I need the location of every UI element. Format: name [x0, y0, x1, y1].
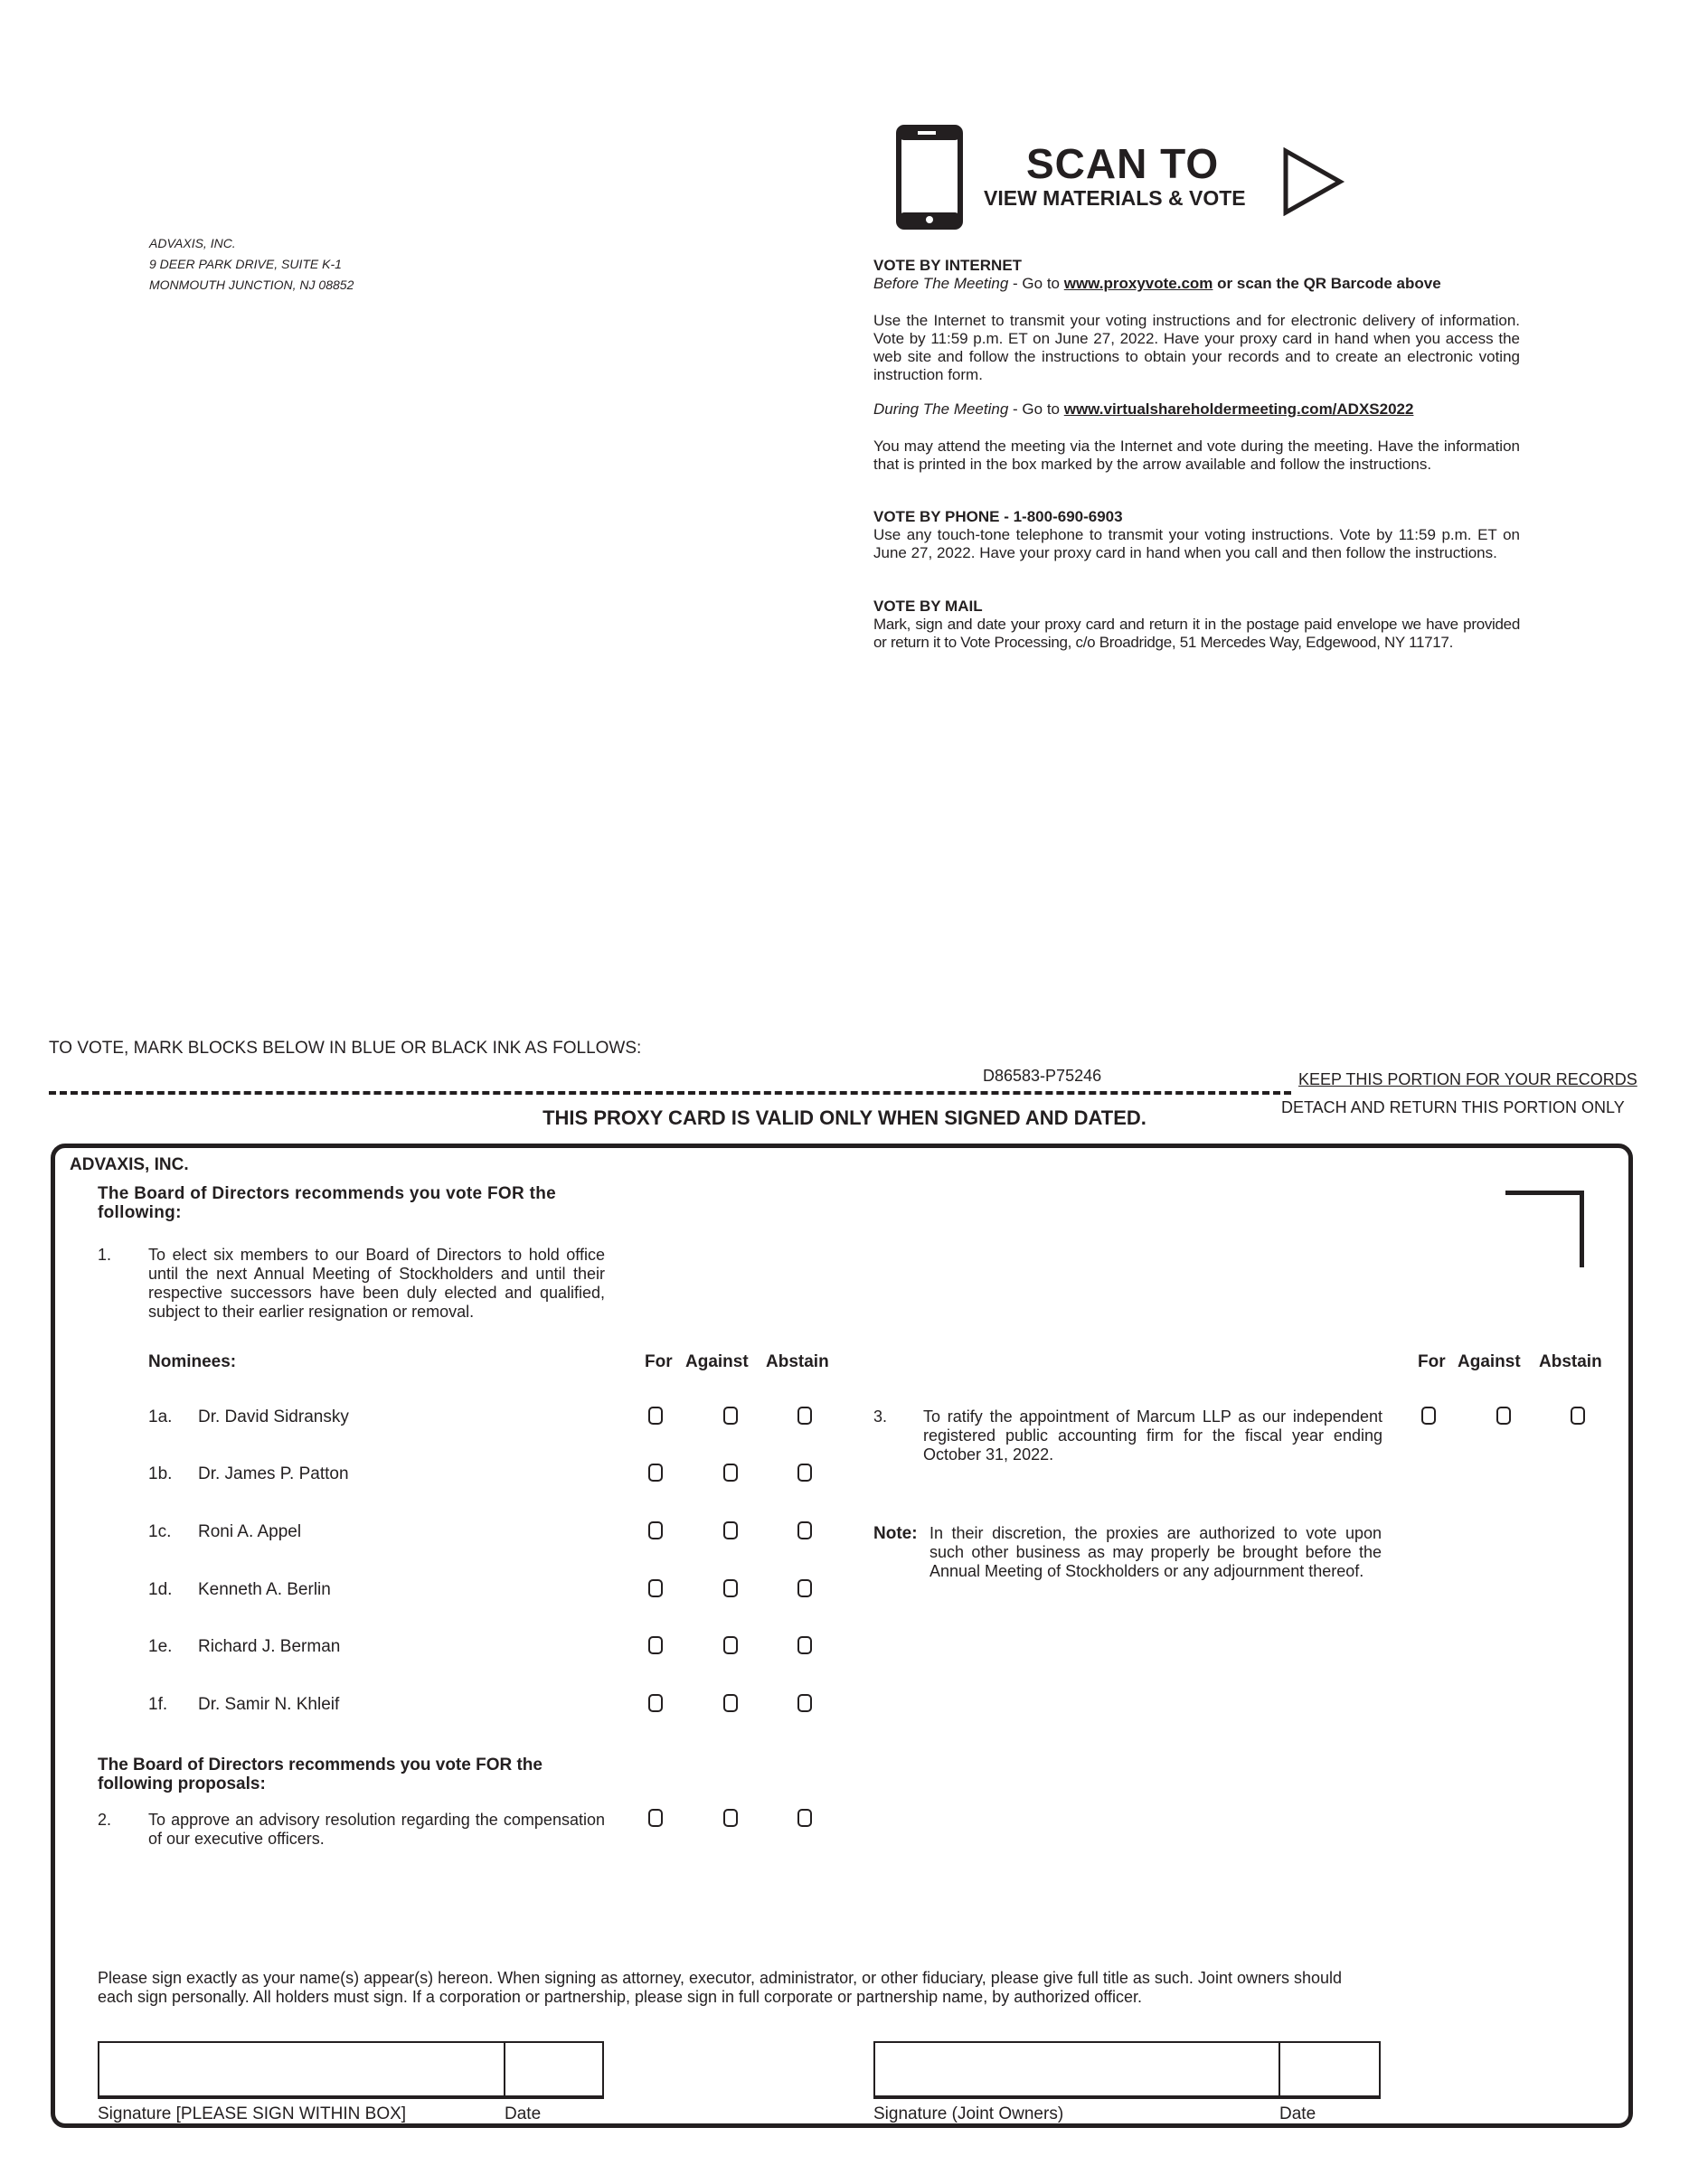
nominee-num: 1c. — [148, 1522, 172, 1541]
vote-by-internet — [873, 257, 1520, 293]
date-label: Date — [505, 2104, 542, 2123]
nominee-1d-against-checkbox[interactable] — [723, 1579, 738, 1597]
nominee-1c-against-checkbox[interactable] — [723, 1521, 738, 1539]
scan-title: SCAN TO — [1026, 140, 1220, 187]
mailing-address-line1: 9 DEER PARK DRIVE, SUITE K-1 — [149, 257, 342, 271]
nominee-1d-abstain-checkbox[interactable] — [797, 1579, 812, 1597]
card-company: ADVAXIS, INC. — [70, 1155, 189, 1174]
mailing-address-line2: MONMOUTH JUNCTION, NJ 08852 — [149, 278, 354, 292]
proposal-3-text: To ratify the appointment of Marcum LLP as our independent registered public accounting firm for the fiscal year ending October 31, 2022. — [923, 1407, 1382, 1464]
note-label-text: Note — [873, 1524, 912, 1543]
internet-before-text: Use the Internet to transmit your voting instructions and for electronic delivery of information. Vote by 11:59 p.m. ET on June 27, 2022. Have your proxy card in hand when you access the web site and follow the instructions to obtain your records and to create an electronic voting instruction form. — [873, 312, 1520, 383]
phone-text: Use any touch-tone telephone to transmit your voting instructions. Vote by 11:59 p.m. ET on June 27, 2022. Have your proxy card in hand when you call and then follow the instructions. — [873, 526, 1520, 561]
nominee-name: Dr. James P. Patton — [198, 1464, 349, 1483]
proposal-3-against-checkbox[interactable] — [1496, 1407, 1511, 1425]
nominee-1c-abstain-checkbox[interactable] — [797, 1521, 812, 1539]
nominee-num: 1d. — [148, 1580, 173, 1599]
mailing-company: ADVAXIS, INC. — [149, 236, 236, 250]
proposal-1-text: To elect six members to our Board of Directors to hold office until the next Annual Meeting of Stockholders and until their respective successors have been duly elected and qualified, subject to their earlier resignation or removal. — [148, 1246, 605, 1321]
nominee-num: 1b. — [148, 1464, 173, 1483]
nominee-name: Dr. Samir N. Khleif — [198, 1695, 340, 1714]
nominee-1c-for-checkbox[interactable] — [648, 1521, 663, 1539]
detach-portion-label: DETACH AND RETURN THIS PORTION ONLY — [1281, 1098, 1625, 1116]
nominee-1e-abstain-checkbox[interactable] — [797, 1636, 812, 1654]
during-go-to: - Go to — [1008, 400, 1064, 418]
nominee-num: 1a. — [148, 1407, 173, 1426]
during-meeting-label: During The Meeting — [873, 400, 1009, 418]
board-recommendation-1: The Board of Directors recommends you vote FOR the following: — [98, 1184, 556, 1222]
signature-date-divider — [504, 2041, 505, 2099]
proxyvote-link[interactable]: www.proxyvote.com — [1063, 275, 1213, 292]
smartphone-icon — [895, 124, 964, 231]
board-recommendation-2: The Board of Directors recommends you vote FOR the following proposals: — [98, 1756, 543, 1793]
proposal-3-for-checkbox[interactable] — [1421, 1407, 1436, 1425]
nominee-name: Dr. David Sidransky — [198, 1407, 349, 1426]
signature-label: Signature [PLEASE SIGN WITHIN BOX] — [98, 2104, 407, 2123]
nominee-1e-against-checkbox[interactable] — [723, 1636, 738, 1654]
nominee-1d-for-checkbox[interactable] — [648, 1579, 663, 1597]
nominee-name: Kenneth A. Berlin — [198, 1580, 331, 1599]
col-for-right: For — [1418, 1352, 1446, 1371]
corner-mark — [1505, 1191, 1584, 1267]
before-tail: or scan the QR Barcode above — [1212, 275, 1441, 292]
proposal-2-against-checkbox[interactable] — [723, 1809, 738, 1827]
vote-by-phone — [873, 508, 1520, 562]
joint-signature-box[interactable] — [873, 2041, 1381, 2099]
proposal-3-abstain-checkbox[interactable] — [1571, 1407, 1585, 1425]
col-against-left: Against — [685, 1352, 749, 1371]
mailing-address — [149, 233, 354, 296]
internet-before-line — [873, 275, 1520, 293]
phone-heading: VOTE BY PHONE - 1-800-690-6903 — [873, 508, 1123, 525]
scan-subtitle: VIEW MATERIALS & VOTE — [984, 186, 1246, 210]
joint-date-label: Date — [1279, 2104, 1316, 2123]
nominee-1a-abstain-checkbox[interactable] — [797, 1407, 812, 1425]
proposal-2-number: 2. — [98, 1811, 112, 1829]
nominee-1e-for-checkbox[interactable] — [648, 1636, 663, 1654]
mail-text: Mark, sign and date your proxy card and return it in the postage paid envelope we have provided or return it to Vote Processing, c/o Broadridge, 51 Mercedes Way, Edgewood, NY 11717. — [873, 616, 1520, 651]
nominee-name: Richard J. Berman — [198, 1637, 341, 1656]
nominee-1f-for-checkbox[interactable] — [648, 1694, 663, 1712]
vote-by-mail — [873, 598, 1520, 652]
joint-signature-label: Signature (Joint Owners) — [873, 2104, 1064, 2123]
before-meeting-label: Before The Meeting — [873, 275, 1009, 292]
note-text: In their discretion, the proxies are authorized to vote upon such other business as may properly be brought before the Annual Meeting of Stockholders or any adjournment thereof. — [929, 1524, 1382, 1580]
virtual-meeting-link[interactable]: www.virtualshareholdermeeting.com/ADXS2022 — [1063, 400, 1414, 418]
nominee-name: Roni A. Appel — [198, 1522, 302, 1541]
proposal-2-text: To approve an advisory resolution regarding the compensation of our executive officers. — [148, 1811, 605, 1848]
note-label: Note: — [873, 1524, 918, 1543]
nominee-1f-abstain-checkbox[interactable] — [797, 1694, 812, 1712]
proposal-1-number: 1. — [98, 1246, 112, 1264]
nominee-1a-for-checkbox[interactable] — [648, 1407, 663, 1425]
before-go-to: - Go to — [1008, 275, 1064, 292]
nominee-1b-against-checkbox[interactable] — [723, 1464, 738, 1482]
keep-portion-label: KEEP THIS PORTION FOR YOUR RECORDS — [1298, 1070, 1637, 1088]
nominees-label: Nominees: — [148, 1352, 237, 1371]
signature-box[interactable] — [98, 2041, 604, 2099]
nominee-num: 1f. — [148, 1695, 168, 1714]
mark-instructions: TO VOTE, MARK BLOCKS BELOW IN BLUE OR BLACK INK AS FOLLOWS: — [49, 1039, 642, 1058]
valid-notice: THIS PROXY CARD IS VALID ONLY WHEN SIGNED AND DATED. — [543, 1106, 1146, 1129]
nominee-num: 1e. — [148, 1637, 173, 1656]
proposal-3-number: 3. — [873, 1407, 888, 1426]
control-number: D86583-P75246 — [983, 1067, 1102, 1085]
col-for-left: For — [645, 1352, 673, 1371]
internet-during-line — [873, 400, 1520, 419]
nominee-1b-abstain-checkbox[interactable] — [797, 1464, 812, 1482]
col-against-right: Against — [1458, 1352, 1521, 1371]
internet-heading: VOTE BY INTERNET — [873, 257, 1023, 274]
mail-heading: VOTE BY MAIL — [873, 598, 983, 615]
nominee-1a-against-checkbox[interactable] — [723, 1407, 738, 1425]
col-abstain-left: Abstain — [766, 1352, 829, 1371]
sign-instructions: Please sign exactly as your name(s) appear(s) hereon. When signing as attorney, executor, administrator, or other fiduciary, please give full title as such. Joint owners should each sign personally. All holders must sign. If a corporation or partnership, please sign in full corporate or partnership name, by authorized officer. — [98, 1969, 1343, 2006]
internet-during-text: You may attend the meeting via the Internet and vote during the meeting. Have the information that is printed in the box marked by the arrow available and follow the instructions. — [873, 438, 1520, 473]
arrow-right-icon — [1282, 147, 1345, 216]
detach-dashed-line — [49, 1091, 1291, 1095]
nominee-1f-against-checkbox[interactable] — [723, 1694, 738, 1712]
joint-signature-date-divider — [1279, 2041, 1280, 2099]
proposal-2-for-checkbox[interactable] — [648, 1809, 663, 1827]
proposal-2-abstain-checkbox[interactable] — [797, 1809, 812, 1827]
col-abstain-right: Abstain — [1539, 1352, 1602, 1371]
nominee-1b-for-checkbox[interactable] — [648, 1464, 663, 1482]
